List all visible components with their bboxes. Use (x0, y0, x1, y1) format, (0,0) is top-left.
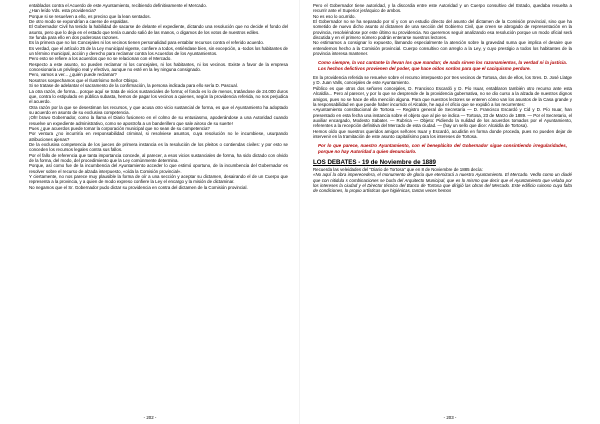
paragraph: De la exclusiva competencia de los jueces de primera instancia es la resolución de los pleitos o contiendas civiles: y por esto se conceden los recursos legales contra sus fallos. (29, 141, 288, 153)
paragraph: ¡Oh! bravo Gobernador, como la llama el Diario fusionero en el colmo de su entusiasmo, apoderándose a una Autoridad cuando resuelve un expediente administrativo, como se apostrofa a un banderillero que sale airoso de su suerte! (29, 115, 288, 126)
paragraph: Público es que otros dos señores concejales, D. Francisco Escardó y D. Pío Isuar, entablaron también otro recurso ante esta Alcaldía... Pero al parecer, y por lo que se desprende de la providencia gubernativa, no se dio curso a la alzada de nuestros dignos amigos, pues no se hace de ella mención alguna. Para que nuestros lectores se enteren cómo van los asuntos de la Casa grande y la responsabilidad en que puede haber incurrido el Alcalde, he aquí el oficio que se expidió a los recurrentes: (313, 85, 572, 107)
paragraph: El Gobernador no se ha separado por sí y con un estudio directo del asunto del dictamen de la Comisión provincial, sino que ha sometido de nuevo dicho asunto al dictamen de una sección del Gobierno Civil, que creen se abrogado de representación en la provincia, resolviéndose por este último su providencia. No queremos seguir analizando esa resolución porque un modo oficial será discutida y en el primero número podrán enterarse nuestros lectores. (313, 19, 572, 41)
paragraph: Es la primera que no los Concejales ni los vecinos tienen personalidad para entablar recursos contra el referido acuerdo. (29, 40, 265, 46)
paragraph: No negamos que el Sr. Gobernador pudo dictar su providencia en contra del dictamen de la Comisión provincial. (29, 184, 248, 190)
paragraph: Pero, vamos a ver... ¿quién puede reclamar? (29, 72, 117, 78)
page-number: - 202 - (143, 415, 157, 420)
paragraph: No es eso lo ocurrido. (313, 13, 356, 19)
paragraph: El Gobernador Civil ha tenido la habilidad de sacarse de delante el expediente, dictando una resolución que no decide el fondo del asunto, pero que lo deja en el estado que tenía cuando salió de las manos, o digamos de los votos de nuestros ediles. (29, 24, 288, 35)
paragraph: En la providencia referida se resuelve sobre el recurso interpuesto por tres vecinos de Tortosa, dos de ellos, los Sres. D. José Llatge y D. Juan Valls, concejales de este Ayuntamiento. (313, 75, 572, 86)
paragraph: Nosotros sospechamos que el Ilustrísimo Señor Obispo. (29, 77, 139, 83)
page-number: - 203 - (443, 415, 457, 420)
paragraph: Se funda para ello en dos poderosas razones. (29, 35, 119, 41)
paragraph: Por el fallo de referencia que tanta importancia concede, al parecer, a esos vicios sustanciales de forma, ha sido dictado con olvido de la forma, del modo, del procedimiento que la Ley comúnmente determina. (29, 152, 288, 163)
left-page-text (29, 3, 288, 190)
quoted-paragraph: «No aquí la obra imperecedera, el monumento de gloria que eternizará a nuestro Ayuntamiento. El Mercado. Vedlo como un diadé que con nitidula s combinaciones se burla del Arquitecto Municipal, que es lo mismo que decir que el Ayuntamiento que velaba por los intereses la ciudad y el Director técnico del Banco de Tortosa que dirigió las obras del Mercado. Este edificio ruinoso cuya falta de condiciones, lo propio artísticas que higiénicas, tantas veces hemos (313, 172, 572, 194)
paragraph: Y ciertamente, no nos parece muy plausible la forma de oír a una sección y aceptar su dictamen, desairando el de un Cuerpo que representa a la provincia, y a quien de modo expreso confiere la Ley el encargo y la misión de dictaminar. (29, 174, 288, 185)
paragraph: «Ayuntamiento constitucional de Tortosa — Registro general de Secretaría — D. Francisco Escardó y Cid y D. Pío Isuar, han presentado en esta fecha una instancia sobre el objeto que al pie se indica — Tortosa, 23 de Marzo de 1889. — Por el Secretario, el auxiliar encargado, Modesto Sabater. — Rubrica — Objeto: Pidiendo la nulidad de los acuerdos tomados por el Ayuntamiento, referentes a la recepción definitiva del Mercado de esta ciudad. — (hay un sello que dice: Alcaldía de Tortosa). (313, 107, 572, 129)
paragraph: Por ventura ¿no incurriría en responsabilidad criminal, si resolviese asuntos, cuya resolución no le incumbiese, usurpando atribuciones ajenas? (29, 131, 288, 142)
paragraph: Porque, así como fue de la incumbencia del Ayuntamiento acceder lo que estimó oportuno, de la incumbencia del Gobernador es resolver sobre el recurso de alzada interpuesto, «oída la Comisión provincial». (29, 163, 288, 174)
paragraph: De otro modo se expondrían a caerse de espaldas. (29, 19, 129, 25)
paragraph: Pues ¿que acuerdos puede tomar la corporación municipal que no sean de su competencia? (29, 125, 210, 131)
paragraph: Recuerda las veleidades del "Diario de Tortosa" que en 8 de Noviembre de 1885 decía: (313, 166, 483, 172)
section-heading: LOS DEBATES - 19 de Noviembre de 1889 (313, 158, 436, 166)
paragraph: Pero el Gobernador tiene autoridad, y la discordia entre este Autoridad y un Cuerpo consultivo del Estado, quedaba resuelta a recurrir ante el Superior jerárquico de ambos. (313, 3, 572, 14)
paragraph: entablados contra el Acuerdo de este Ayuntamiento, recibiendo definitivamente el Mercado. (29, 3, 207, 8)
paragraph: Si se tratase de adelantar el sacramento de la confirmación, la persona indicada para ello sería D. Pascual. (29, 83, 238, 89)
paragraph: Otra razón por la que se desestiman los recursos, y que acusa otro vicio sustancial de forma, es que el Ayuntamiento ha adoptado su acuerdo en asunto de su exclusiva competencia. (29, 104, 288, 115)
paragraph: Porque si se resuelven a ello, es preciso que la lean sentados. (29, 13, 151, 19)
right-page-text (313, 3, 572, 194)
right-page (300, 0, 600, 424)
paragraph: La otra razón, de forma... porque aquí se trata de vicios sustanciales de forma; el fondo es lo de menos, tratándose de 24.000 duros que, contra lo estipulado en pública subasta, hemos de pagar los vecinos a quienes, según la providencia referida, no nos perjudica el acuerdo. (29, 88, 288, 105)
paragraph: Respecto a este asunto, no pueden reclamar ni los concejales, ni los habitantes, ni los vecinos. Existe a favor de la empresa concesionaria un privilegio real y efectivo, aunque no esté en la ley ninguna consignado. (29, 61, 288, 73)
highlighted-commentary: Por lo que parece, nuestro Ayuntamiento, con el beneplácito del Gobernador sigue consintiendo irregularidades, porque no hay Autoridad a quien denunciarlo. (318, 143, 567, 154)
highlighted-commentary: Como siempre, la voz cantante la llevan los que mandan; de nada sirven los razonamientos, la verdad ni la justicia. Los hechos delictivos provienen del poder, que hace oídos sordos para que el caciquismo perdure. (318, 60, 567, 71)
paragraph: ¿Han leído Vds. esta providencia? (29, 8, 97, 14)
paragraph: Es verdad, que el artículo 25 de la Ley municipal vigente, confiere a todos, entiéndase bien, sin excepción, a -todos los habitantes de un término municipal, acción y derecho para reclamar contra los Acuerdos de los Ayuntamientos. (29, 45, 288, 57)
paragraph: Pero esto se refiere a los acuerdos que no se relacionan con el Mercado. (29, 56, 172, 62)
paragraph: No estimamos a consignar lo expuesto, llamando especialmente la atención sobre la gravedad suma que implica el desaire que entendemos hecho a la Comisión provincial. Cuerpo consultivo con arreglo a la Ley, y cuyo prestigio a todos los habitantes de la provincia interesa mantener. (313, 40, 572, 57)
paragraph: Hemos oído que nuestros queridos amigos señores Isuar y Escardó, acudirán en forma donde proceda, pues no pueden dejar de intervenir en la tramitación de este asunto capitalísimo para los intereses de Tortosa. (313, 128, 572, 139)
